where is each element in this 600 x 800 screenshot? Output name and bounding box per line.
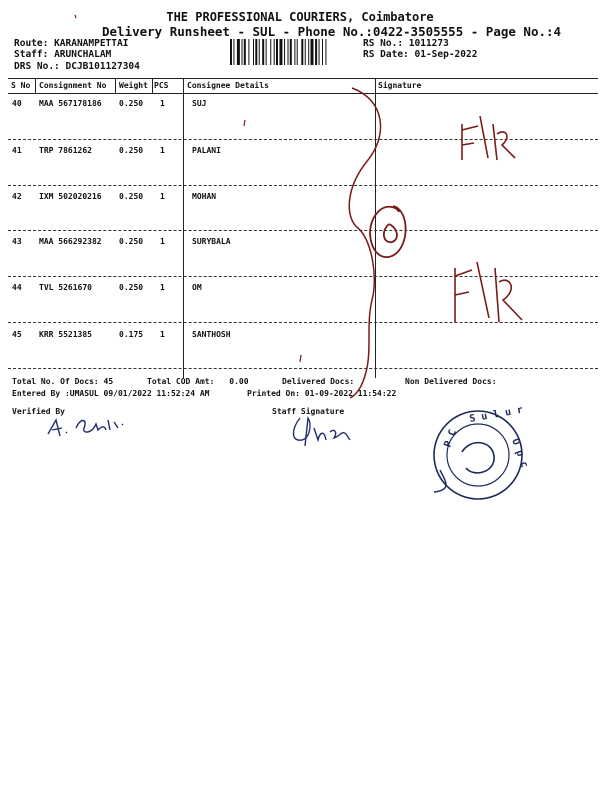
cell-pcs: 1 — [160, 330, 165, 339]
staff-value: ARUNCHALAM — [54, 49, 112, 60]
non-delivered-docs-label: Non Delivered Docs: — [405, 377, 497, 386]
col-header-consignment: Consignment No — [39, 81, 107, 90]
rs-no-label: RS No.: — [363, 38, 404, 49]
cell-sno: 43 — [12, 237, 22, 246]
cell-sno: 42 — [12, 192, 22, 201]
col-header-pcs: PCS — [154, 81, 169, 90]
verified-signature — [48, 420, 123, 436]
cell-consignment: MAA 567178186 — [39, 99, 102, 108]
fr-mark-lower — [455, 262, 522, 322]
printed-on: Printed On: 01-09-2022 11:54:22 — [247, 389, 397, 398]
cell-weight: 0.250 — [119, 146, 144, 155]
col-header-weight: Weight — [119, 81, 148, 90]
cell-consignee: SURYBALA — [192, 237, 231, 246]
cell-pcs: 1 — [160, 192, 165, 201]
document-title: THE PROFESSIONAL COURIERS, Coimbatore — [166, 10, 434, 24]
cell-sno: 45 — [12, 330, 22, 339]
cell-pcs: 1 — [160, 146, 165, 155]
total-docs-label: Total No. Of Docs: — [12, 377, 99, 386]
entered-by: Entered By :UMASUL 09/01/2022 11:52:24 AM — [12, 389, 210, 398]
cell-consignment: MAA 566292382 — [39, 237, 102, 246]
cell-sno: 44 — [12, 283, 22, 292]
drs-label: DRS No.: — [14, 61, 60, 72]
cell-weight: 0.250 — [119, 237, 144, 246]
svg-text:P C: P C — [442, 428, 459, 450]
cell-consignment: TRP 7861262 — [39, 146, 92, 155]
cell-consignee: PALANI — [192, 146, 221, 155]
delivered-docs-label: Delivered Docs: — [282, 377, 355, 386]
cell-weight: 0.250 — [119, 192, 144, 201]
drs-value: DCJB101127304 — [65, 61, 140, 72]
cell-pcs: 1 — [160, 283, 165, 292]
total-cod-value: 0.00 — [229, 377, 249, 386]
cell-weight: 0.250 — [119, 283, 144, 292]
col-header-consignee: Consignee Details — [187, 81, 269, 90]
col-header-sno: S No — [11, 81, 31, 90]
cell-sno: 41 — [12, 146, 22, 155]
cell-consignment: KRR 5521385 — [39, 330, 92, 339]
svg-text:S u l u r: S u l u r — [468, 404, 524, 425]
cell-sno: 40 — [12, 99, 22, 108]
route-value: KARANAMPETTAI — [54, 38, 129, 49]
total-docs-value: 45 — [103, 377, 114, 386]
cell-consignee: OM — [192, 283, 202, 292]
cell-weight: 0.175 — [119, 330, 144, 339]
office-stamp — [434, 411, 522, 499]
cell-weight: 0.250 — [119, 99, 144, 108]
cell-consignee: SUJ — [192, 99, 207, 108]
cell-pcs: 1 — [160, 237, 165, 246]
stamp-lettering — [442, 405, 529, 470]
rs-no-value: 1011273 — [408, 38, 449, 49]
staff-signature-label: Staff Signature — [272, 407, 345, 416]
col-header-signature: Signature — [378, 81, 422, 90]
svg-text:O p c: O p c — [509, 437, 530, 470]
delivery-scribble — [349, 88, 380, 398]
cell-consignment: IXM 502020216 — [39, 192, 102, 201]
rs-date-value: 01-Sep-2022 — [414, 49, 478, 60]
cell-consignee: SANTHOSH — [192, 330, 231, 339]
cell-pcs: 1 — [160, 99, 165, 108]
staff-label: Staff: — [14, 49, 49, 60]
circled-six-mark — [370, 206, 406, 257]
document-subtitle: Delivery Runsheet - SUL - Phone No.:0422-3505555 - Page No.:4 — [102, 24, 562, 39]
verified-by-label: Verified By — [12, 407, 65, 416]
total-cod-label: Total COD Amt: — [147, 377, 215, 386]
cell-consignment: TVL 5261670 — [39, 283, 92, 292]
rs-date-label: RS Date: — [363, 49, 409, 60]
staff-signature — [294, 418, 351, 446]
cell-consignee: MOHAN — [192, 192, 217, 201]
fr-mark-upper — [462, 116, 515, 160]
route-label: Route: — [14, 38, 49, 49]
